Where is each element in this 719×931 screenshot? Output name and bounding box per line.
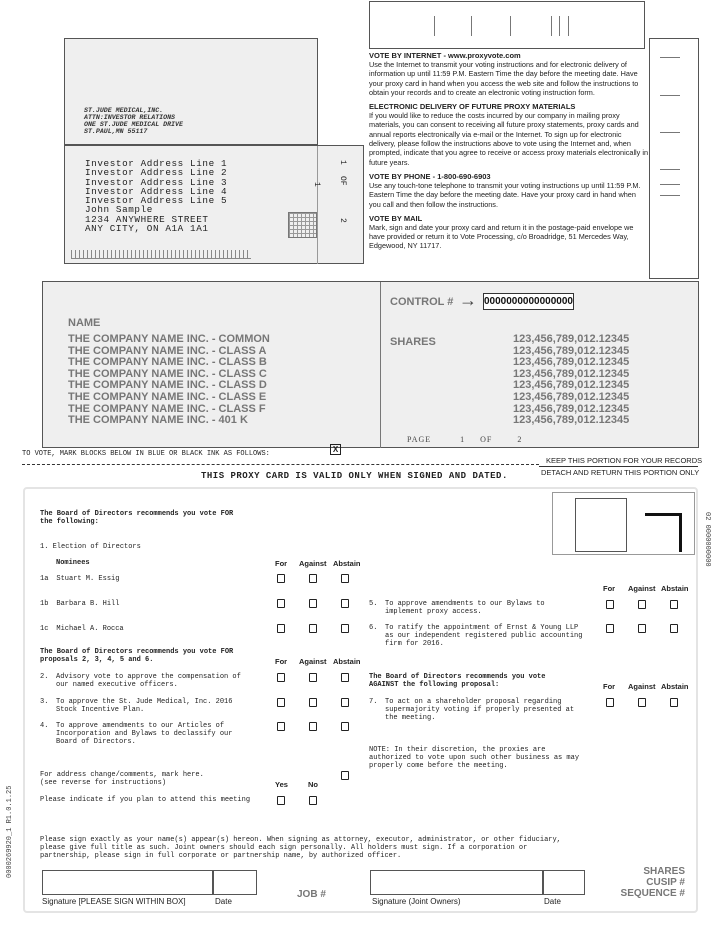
proposal-num: 6. xyxy=(369,624,378,632)
vote-marks-instruction: TO VOTE, MARK BLOCKS BELOW IN BLUE OR BLACK INK AS FOLLOWS: xyxy=(22,450,270,458)
tick-mark xyxy=(660,132,680,133)
address-line: John Sample xyxy=(85,204,153,216)
col-against: Against xyxy=(299,657,327,666)
proposal-text-line: as our independent registered public accounting xyxy=(385,632,583,640)
col-for: For xyxy=(603,584,616,593)
proposal-3-against-checkbox[interactable] xyxy=(309,698,317,707)
side-two-mark xyxy=(338,218,347,223)
attend-no-checkbox[interactable] xyxy=(309,796,317,805)
address-line: Investor Address Line 3 xyxy=(85,176,228,188)
no-label: No xyxy=(308,780,318,789)
proposal-6-against-checkbox[interactable] xyxy=(638,624,646,633)
side-page-num: 1 xyxy=(338,160,347,165)
page-indicator xyxy=(407,435,522,444)
share-amount: 123,456,789,012.12345 xyxy=(513,379,630,392)
proposal-5 xyxy=(369,600,545,616)
barcode-bar xyxy=(510,16,511,36)
ballot-corner-box xyxy=(552,492,695,555)
return-address-line: ATTN:INVESTOR RELATIONS xyxy=(84,114,176,121)
proposal-7-for-checkbox[interactable] xyxy=(606,698,614,707)
share-amount: 123,456,789,012.12345 xyxy=(513,402,630,415)
return-address xyxy=(84,107,183,135)
yes-label: Yes xyxy=(275,780,288,789)
x-mark-sample: X xyxy=(330,444,341,455)
board-against xyxy=(369,673,545,689)
investor-address-box xyxy=(64,145,364,264)
board-against-line: The Board of Directors recommends you vote xyxy=(369,673,546,681)
vote-internet-body: Use the Internet to transmit your voting instructions and for electronic delivery of information up until 11:59 P.M. Eastern Time the day before the meeting date. Have your proxy card in hand when you access the web site and follow the instructions to obtain your records and to create an electronic voting instruction form. xyxy=(369,60,639,97)
proposal-text-line: To ratify the appointment of Ernst & Young LLP xyxy=(385,624,579,632)
sign-instructions-line: please give full title as such. Joint owners should each sign personally. All holders must sign. If a corporation or xyxy=(40,844,528,852)
board-rec-line: the following: xyxy=(40,518,99,526)
proposal-4-against-checkbox[interactable] xyxy=(309,722,317,731)
proposal-3 xyxy=(40,698,233,714)
company-name: THE COMPANY NAME INC. - CLASS C xyxy=(68,367,267,380)
share-amount: 123,456,789,012.12345 xyxy=(513,356,630,369)
nominee-name: Stuart M. Essig xyxy=(56,575,120,583)
shares-label: SHARES xyxy=(643,866,685,877)
proposal-2-abstain-checkbox[interactable] xyxy=(341,673,349,682)
address-line: Investor Address Line 4 xyxy=(85,185,228,197)
company-name: THE COMPANY NAME INC. - CLASS B xyxy=(68,356,267,369)
share-amount: 123,456,789,012.12345 xyxy=(513,390,630,403)
proposal-text-line: supermajority voting if properly presented at xyxy=(385,706,575,714)
proposal-text-line: Incorporation and Bylaws to declassify our xyxy=(56,730,233,738)
sign-instructions-line: partnership, please sign in full corporate or partnership name, by authorized officer. xyxy=(40,852,402,860)
nominee-row xyxy=(40,600,119,608)
joint-date-label: Date xyxy=(544,897,561,906)
return-address-line: ST.JUDE MEDICAL,INC. xyxy=(84,107,164,114)
nominee-name: Barbara B. Hill xyxy=(56,600,120,608)
proposal-text xyxy=(56,698,276,714)
proposal-6 xyxy=(369,624,583,648)
note-line: authorized to vote upon such other business as may xyxy=(369,754,580,762)
board-rec-line: The Board of Directors recommends you vote FOR xyxy=(40,510,234,518)
address-line: 1234 ANYWHERE STREET xyxy=(85,213,209,225)
nominee-num: 1a xyxy=(40,575,49,583)
sequence-label: SEQUENCE # xyxy=(620,888,685,899)
page-label: PAGE xyxy=(407,435,432,444)
barcode-strip xyxy=(369,1,645,49)
grid-mark xyxy=(288,212,317,238)
nominee-1c-against-checkbox[interactable] xyxy=(309,624,317,633)
keep-portion: KEEP THIS PORTION FOR YOUR RECORDS xyxy=(546,456,703,465)
side-of-mark xyxy=(338,176,347,186)
left-margin-code: 0000269920_1 R1.0.1.25 xyxy=(6,785,14,878)
nominee-1b-abstain-checkbox[interactable] xyxy=(341,599,349,608)
return-address-line: ONE ST.JUDE MEDICAL DRIVE xyxy=(84,121,183,128)
nominees-label: Nominees xyxy=(56,559,90,567)
shares-box xyxy=(42,281,699,448)
col-for: For xyxy=(603,682,616,691)
tick-mark xyxy=(660,184,680,185)
proposal-text xyxy=(56,673,276,689)
company-name: THE COMPANY NAME INC. - CLASS E xyxy=(68,390,267,403)
date-box[interactable] xyxy=(213,870,257,895)
vote-phone-title: VOTE BY PHONE - 1-800-690-6903 xyxy=(369,171,491,181)
name-label: NAME xyxy=(68,317,101,329)
address-line: Investor Address Line 2 xyxy=(85,167,228,179)
nominee-1c-abstain-checkbox[interactable] xyxy=(341,624,349,633)
company-name: THE COMPANY NAME INC. - 401 K xyxy=(68,414,248,427)
sign-instructions xyxy=(40,836,561,860)
vote-mail-title: VOTE BY MAIL xyxy=(369,213,423,223)
address-change xyxy=(40,771,204,787)
nominee-row xyxy=(40,625,124,633)
nominee-1a-abstain-checkbox[interactable] xyxy=(341,574,349,583)
tick-mark xyxy=(660,95,680,96)
vote-internet-title: VOTE BY INTERNET - www.proxyvote.com xyxy=(369,51,521,60)
proposal-text xyxy=(385,698,605,722)
side-total-mark xyxy=(312,182,321,187)
arrow-icon: → xyxy=(459,290,477,310)
joint-signature-box[interactable] xyxy=(370,870,543,895)
tick-mark xyxy=(660,169,680,170)
proposal-4 xyxy=(40,722,233,746)
proposal-text-line: the meeting. xyxy=(385,714,436,722)
detach-line xyxy=(539,466,698,467)
attend-label: Please indicate if you plan to attend this meeting xyxy=(40,796,251,804)
proposal-5-abstain-checkbox[interactable] xyxy=(670,600,678,609)
address-change-line: (see reverse for instructions) xyxy=(40,779,167,787)
proposal-num: 3. xyxy=(40,698,49,706)
share-amount: 123,456,789,012.12345 xyxy=(513,333,630,345)
shares-label: SHARES xyxy=(390,336,436,348)
proposal-3-for-checkbox[interactable] xyxy=(277,698,285,707)
shares-cusip-sequence xyxy=(600,866,685,899)
right-side-strip xyxy=(649,38,699,279)
right-margin-code: 02 0000000000 xyxy=(703,512,711,567)
date-label: Date xyxy=(215,897,232,906)
nominee-num: 1c xyxy=(40,625,49,633)
proposal-7-against-checkbox[interactable] xyxy=(638,698,646,707)
proposal-num: 5. xyxy=(369,600,378,608)
side-two: 2 xyxy=(338,218,347,223)
tick-mark xyxy=(660,195,680,196)
nominee-row xyxy=(40,575,119,583)
barcode-bar xyxy=(471,16,472,36)
signature-label: Signature [PLEASE SIGN WITHIN BOX] xyxy=(42,897,186,906)
proposal-4-for-checkbox[interactable] xyxy=(277,722,285,731)
dashed-line xyxy=(22,464,539,465)
cusip-label: CUSIP # xyxy=(646,877,685,888)
shares-divider xyxy=(380,282,381,448)
signature-box[interactable] xyxy=(42,870,213,895)
col-against: Against xyxy=(628,682,656,691)
proposal-3-abstain-checkbox[interactable] xyxy=(341,698,349,707)
company-name: THE COMPANY NAME INC. - COMMON xyxy=(68,333,270,345)
col-abstain: Abstain xyxy=(661,584,689,593)
corner-mark xyxy=(645,513,682,552)
tick-mark xyxy=(660,57,680,58)
col-against: Against xyxy=(628,584,656,593)
proposal-text-line: To approve amendments to our Articles of xyxy=(56,722,225,730)
proposal-num: 2. xyxy=(40,673,49,681)
barcode-bar xyxy=(568,16,569,36)
proposal-text xyxy=(56,722,276,746)
divider xyxy=(317,146,318,264)
proposal-text-line: Advisory vote to approve the compensation of xyxy=(56,673,241,681)
proposal-6-for-checkbox[interactable] xyxy=(606,624,614,633)
proposal-2-against-checkbox[interactable] xyxy=(309,673,317,682)
address-change-line: For address change/comments, mark here. xyxy=(40,771,204,779)
ballot-square xyxy=(575,498,627,552)
board-rec-props-line: The Board of Directors recommends you vote FOR xyxy=(40,648,234,656)
nominee-1a-for-checkbox[interactable] xyxy=(277,574,285,583)
proposal-text-line: our named executive officers. xyxy=(56,681,178,689)
proposal-text-line: Board of Directors. xyxy=(56,738,136,746)
col-against: Against xyxy=(299,559,327,568)
note-line: NOTE: In their discretion, the proxies are xyxy=(369,746,546,754)
nominee-1b-against-checkbox[interactable] xyxy=(309,599,317,608)
proposal-text xyxy=(385,600,605,616)
proposal-text-line: implement proxy access. xyxy=(385,608,482,616)
joint-date-box[interactable] xyxy=(543,870,585,895)
proposal-text xyxy=(385,624,615,648)
address-line: Investor Address Line 1 xyxy=(85,158,228,169)
proposal-4-abstain-checkbox[interactable] xyxy=(341,722,349,731)
side-page-mark xyxy=(338,160,347,165)
proposal-5-against-checkbox[interactable] xyxy=(638,600,646,609)
page-num: 1 xyxy=(460,435,466,444)
proposal-2 xyxy=(40,673,241,689)
voting-instructions xyxy=(369,51,649,251)
sign-instructions-line: Please sign exactly as your name(s) appear(s) hereon. When signing as attorney, executor, administrator, or other fiduciary, xyxy=(40,836,561,844)
attend-yes-checkbox[interactable] xyxy=(277,796,285,805)
col-abstain: Abstain xyxy=(333,559,361,568)
proposal-num: 7. xyxy=(369,698,378,706)
board-rec-props-line: proposals 2, 3, 4, 5 and 6. xyxy=(40,656,154,664)
proposal-7-abstain-checkbox[interactable] xyxy=(670,698,678,707)
proposal-text-line: firm for 2016. xyxy=(385,640,444,648)
address-line: ANY CITY, ON A1A 1A1 xyxy=(85,223,209,235)
note-line: properly come before the meeting. xyxy=(369,762,508,770)
company-name: THE COMPANY NAME INC. - CLASS A xyxy=(68,344,267,357)
joint-signature-label: Signature (Joint Owners) xyxy=(372,897,461,906)
address-change-checkbox[interactable] xyxy=(341,771,349,780)
share-amount: 123,456,789,012.12345 xyxy=(513,414,630,427)
share-amount: 123,456,789,012.12345 xyxy=(513,367,630,380)
company-name: THE COMPANY NAME INC. - CLASS D xyxy=(68,379,267,392)
page-total: 2 xyxy=(517,435,523,444)
vote-phone-body: Use any touch-tone telephone to transmit your voting instructions up until 11:59 P.M. Eastern Time the day before the meeting date. Have your proxy card in hand when you call and then follow the instructions. xyxy=(369,180,641,209)
proposal-2-for-checkbox[interactable] xyxy=(277,673,285,682)
nominee-name: Michael A. Rocca xyxy=(56,625,124,633)
board-against-line: AGAINST the following proposal: xyxy=(369,681,500,689)
proposal-5-for-checkbox[interactable] xyxy=(606,600,614,609)
nominee-1a-against-checkbox[interactable] xyxy=(309,574,317,583)
control-number: 0000000000000000 xyxy=(483,293,574,310)
electronic-delivery-body: If you would like to reduce the costs incurred by our company in mailing proxy materials, you can consent to receiving all future proxy statements, proxy cards and annual reports electronically via e-mail or the Internet. To sign up for electronic delivery, please follow the instructions above to vote using the Internet and, when prompted, indicate that you agree to receive or access proxy materials electronically in future years. xyxy=(369,111,649,167)
vote-mail-body: Mark, sign and date your proxy card and return it in the postage-paid envelope we have provided or return it to Vote Processing, c/o Broadridge, 51 Mercedes Way, Edgewood, NY 11717. xyxy=(369,222,634,251)
investor-address xyxy=(85,159,227,233)
side-total: 1 xyxy=(312,182,321,187)
side-of: OF xyxy=(338,176,347,186)
note xyxy=(369,746,579,770)
nominee-1b-for-checkbox[interactable] xyxy=(277,599,285,608)
job-label: JOB # xyxy=(297,889,326,900)
board-rec-props xyxy=(40,648,233,664)
nominee-num: 1b xyxy=(40,600,49,608)
postal-barcode xyxy=(71,250,251,259)
barcode-bar xyxy=(434,16,435,36)
proposal-num: 4. xyxy=(40,722,49,730)
share-amounts xyxy=(513,334,629,427)
barcode-bar xyxy=(559,16,560,36)
col-for: For xyxy=(275,657,288,666)
company-name: THE COMPANY NAME INC. - CLASS F xyxy=(68,402,266,415)
col-abstain: Abstain xyxy=(661,682,689,691)
company-names xyxy=(68,334,270,427)
control-label: CONTROL # xyxy=(390,296,454,308)
proposal-text-line: To approve amendments to our Bylaws to xyxy=(385,600,545,608)
valid-notice: THIS PROXY CARD IS VALID ONLY WHEN SIGNED AND DATED. xyxy=(201,471,508,481)
proposal-text-line: To approve the St. Jude Medical, Inc. 2016 xyxy=(56,698,233,706)
col-abstain: Abstain xyxy=(333,657,361,666)
address-line: Investor Address Line 5 xyxy=(85,195,228,207)
return-address-line: ST.PAUL,MN 55117 xyxy=(84,128,148,135)
electronic-delivery-title: ELECTRONIC DELIVERY OF FUTURE PROXY MATERIALS xyxy=(369,102,576,112)
proposal-7 xyxy=(369,698,575,722)
nominee-1c-for-checkbox[interactable] xyxy=(277,624,285,633)
share-amount: 123,456,789,012.12345 xyxy=(513,344,630,357)
barcode-bar xyxy=(551,16,552,36)
page-of: OF xyxy=(480,435,493,444)
detach-notice: DETACH AND RETURN THIS PORTION ONLY xyxy=(541,468,700,477)
proposal-text-line: Stock Incentive Plan. xyxy=(56,706,145,714)
proposal-text-line: To act on a shareholder proposal regarding xyxy=(385,698,562,706)
col-for: For xyxy=(275,559,288,568)
item1-label: 1. Election of Directors xyxy=(40,543,141,551)
return-address-box xyxy=(64,38,318,145)
board-rec xyxy=(40,510,233,526)
proposal-6-abstain-checkbox[interactable] xyxy=(670,624,678,633)
